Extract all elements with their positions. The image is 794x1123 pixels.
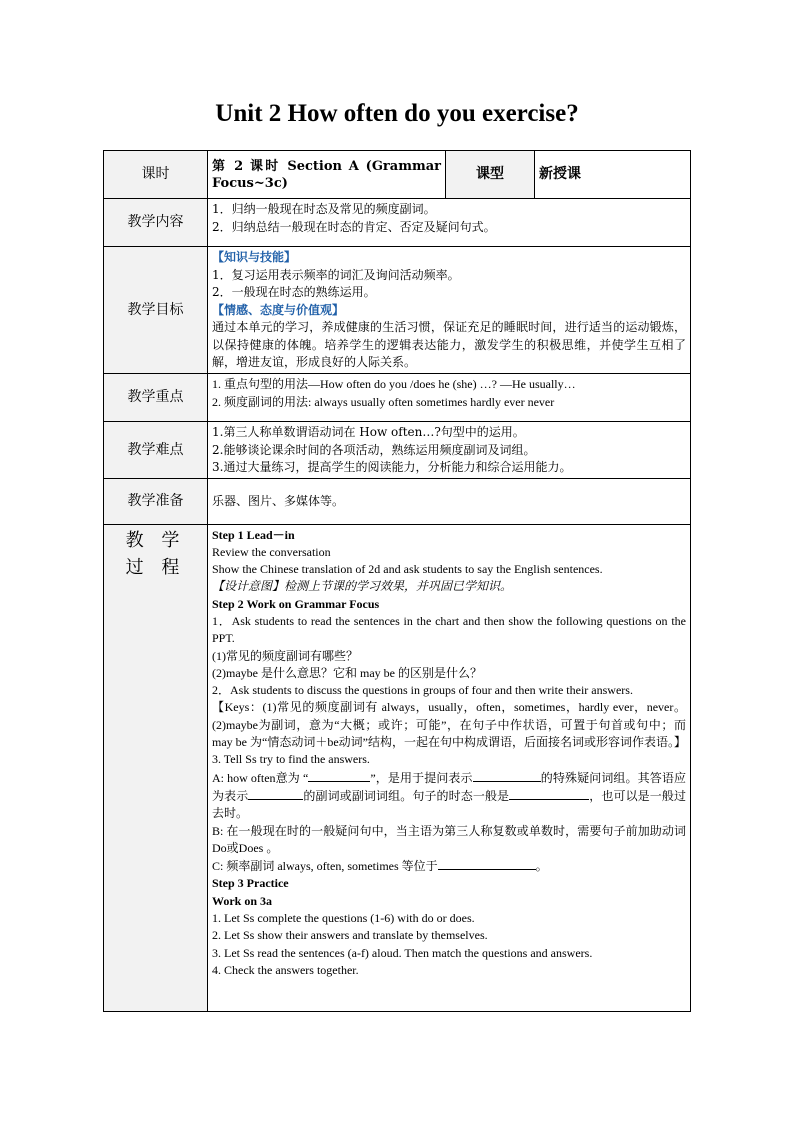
step1-design-intent: 【设计意图】检测上节课的学习效果，并巩固已学知识。 [212, 579, 513, 594]
work-line: 3. Let Ss read the sentences (a-f) aloud. Then match the questions and answers. [212, 945, 593, 960]
focus-cell [208, 374, 691, 422]
fill-text: C: 频率副词 always, often, sometimes 等位于 [212, 859, 438, 874]
answer-blank [438, 857, 536, 870]
period-label: 课时 [104, 151, 208, 199]
focus-label: 教学重点 [104, 374, 208, 422]
step3-title: Step 3 Practice [212, 876, 289, 891]
goals-line: 1．复习运用表示频率的词汇及询问活动频率。 [212, 267, 460, 282]
step2-paragraph: 2．Ask students to discuss the questions in groups of four and then write their answers. [212, 683, 633, 698]
step2-paragraph: 3. Tell Ss try to find the answers. [212, 752, 370, 767]
fill-text: A: how often意为 “ [212, 770, 309, 785]
answer-blank [473, 769, 541, 782]
process-cell [208, 524, 691, 1011]
focus-line: 2. 频度副词的用法: always usually often sometimes hardly ever never [212, 394, 555, 409]
difficult-cell [208, 422, 691, 479]
difficult-row [104, 422, 691, 479]
content-label: 教学内容 [104, 199, 208, 247]
fill-in-c [212, 857, 686, 875]
step2-title: Step 2 Work on Grammar Focus [212, 596, 380, 611]
goals-cell [208, 247, 691, 374]
header-row [104, 151, 691, 199]
step2-keys: 【Keys：(1)常见的频度副词有 always，usually，often，sometimes，hardly ever，never。(2)maybe为副词，意为“大概；或许；可能”，在句子中作状语，可置于句首或句中；而 may be 为“情态动词＋be动词”结构，一起在句中构成谓语，后面接名词或形容词作表语。】 [212, 700, 686, 750]
step1-title: Step 1 Lead－in [212, 527, 295, 542]
goals-section-knowledge: 【知识与技能】 [212, 250, 297, 264]
answer-blank [509, 787, 589, 800]
answer-blank [248, 787, 303, 800]
lesson-plan-table [103, 150, 691, 1012]
type-value: 新授课 [535, 151, 691, 199]
fill-text: 。 [535, 859, 548, 874]
prep-cell: 乐器、图片、多媒体等。 [208, 478, 691, 524]
lesson-cell: 第 2 课时 Section A (Grammar Focus~3c) [208, 151, 446, 199]
fill-in-b: B: 在一般现在时的一般疑问句中，当主语为第三人称复数或单数时，需要句子前加助动词 Do或Does 。 [212, 823, 686, 855]
prep-row [104, 478, 691, 524]
answer-blank [308, 769, 370, 782]
focus-line: 1. 重点句型的用法—How often do you /does he (she) …? —He usually… [212, 377, 576, 391]
type-label: 课型 [446, 151, 535, 199]
work-line: 1. Let Ss complete the questions (1-6) with do or does. [212, 911, 475, 926]
content-line: 2．归纳总结一般现在时态的肯定、否定及疑问句式。 [212, 219, 496, 234]
step2-question: (1)常见的频度副词有哪些？ [212, 648, 358, 663]
page-title: Unit 2 How often do you exercise? [215, 100, 579, 127]
step1-line: Show the Chinese translation of 2d and ask students to say the English sentences. [212, 562, 603, 577]
fill-text: ，也可以是一般过去时。 [212, 788, 686, 821]
goals-row [104, 247, 691, 374]
difficult-line: 2.能够谈论课余时间的各项活动，熟练运用频度副词及词组。 [212, 442, 536, 457]
work-on-3a-title: Work on 3a [212, 893, 273, 908]
fill-text: 的副词或副词词组。句子的时态一般是 [303, 788, 510, 803]
step1-line: Review the conversation [212, 544, 331, 559]
difficult-line: 3.通过大量练习，提高学生的阅读能力，分析能力和综合运用能力。 [212, 460, 572, 474]
goals-section-attitude: 【情感、态度与价值观】 [212, 302, 345, 317]
goals-label: 教学目标 [104, 247, 208, 374]
fill-text: ”，是用于提问表示 [370, 770, 473, 785]
difficult-label: 教学难点 [104, 422, 208, 479]
step2-paragraph: 1．Ask students to read the sentences in the chart and then show the following questions on the PPT. [212, 613, 686, 646]
focus-row [104, 374, 691, 422]
process-row [104, 524, 691, 1011]
goals-attitude-text: 通过本单元的学习，养成健康的生活习惯，保证充足的睡眠时间，进行适当的运动锻炼，以保持健康的体魄。培养学生的逻辑表达能力，激发学生的积极思维，并使学生互相了解，增进友谊，形成良好的人际关系。 [212, 320, 686, 369]
work-line: 4. Check the answers together. [212, 962, 359, 977]
fill-in-a [212, 769, 686, 823]
prep-label: 教学准备 [104, 478, 208, 524]
goals-line: 2．一般现在时态的熟练运用。 [212, 285, 376, 299]
content-line: 1．归纳一般现在时态及常见的频度副词。 [212, 202, 436, 216]
difficult-line: 1.第三人称单数谓语动词在 How often…?句型中的运用。 [212, 425, 525, 439]
fill-text: 的特殊疑问词组。其答语应为表示 [212, 770, 686, 803]
content-row [104, 199, 691, 247]
work-line: 2. Let Ss show their answers and translate by themselves. [212, 928, 488, 943]
process-label: 教 学 过 程 [104, 524, 208, 1011]
content-cell [208, 199, 691, 247]
step2-question: (2)maybe 是什么意思？它和 may be 的区别是什么？ [212, 665, 482, 680]
